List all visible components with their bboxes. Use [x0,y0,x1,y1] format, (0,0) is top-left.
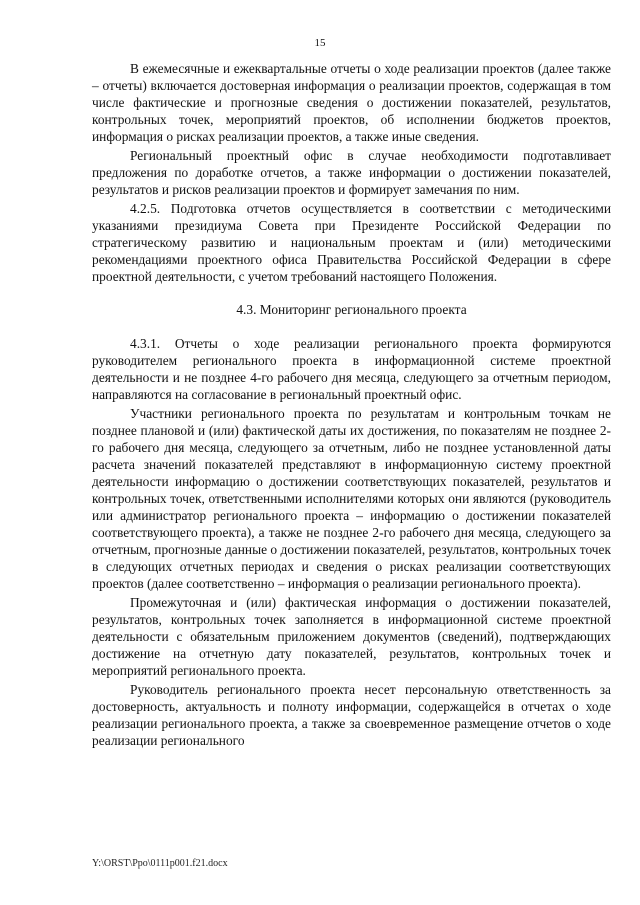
paragraph-4-3-1: 4.3.1. Отчеты о ходе реализации регионального проекта формируются руководителем регионального проекта в информационной системе проектной деятельности и не позднее 4-го рабочего дня месяца, следующего за отчетным периодом, направляются на согласование в региональный проектный офис. [92,336,611,402]
paragraph-4-2-5: 4.2.5. Подготовка отчетов осуществляется в соответствии с методическими указаниями президиума Совета при Президенте Российской Федерации по стратегическому развитию и национальным проектам и (или) методическими рекомендациями проектного офиса Правительства Российской Федерации в сфере проектной деятельности, с учетом требований настоящего Положения. [92,201,611,284]
paragraph-regional-office-proposals: Региональный проектный офис в случае необходимости подготавливает предложения по доработке отчетов, а также информации о достижении показателей, результатов и рисков реализации проектов и формирует замечания по ним. [92,148,611,197]
paragraph-interim-information: Промежуточная и (или) фактическая информация о достижении показателей, результатов, контрольных точек заполняется в информационной системе проектной деятельности с обязательным приложением документов (сведений), подтверждающих достижение на отчетную дату показателей, результатов, контрольных точек и мероприятий регионального проекта. [92,595,611,678]
section-heading: 4.3. Мониторинг регионального проекта [236,302,467,317]
footer-file-path: Y:\ORST\Ppo\0111p001.f21.docx [92,858,228,869]
paragraph-participants-reporting: Участники регионального проекта по результатам и контрольным точкам не позднее плановой и (или) фактической даты их достижения, по показателям не позднее 2-го рабочего дня месяца, следующего за отчетным, либо не позднее установленной даты расчета значений показателей представляют в информационную систему проектной деятельности информацию о достижении соответствующих показателей, результатов и контрольных точек, ответственными исполнителями которых они являются (руководитель или администратор регионального проекта – информацию о достижении показателей соответствующего проекта), а также не позднее 2-го рабочего дня месяца, следующего за отчетным, прогнозные данные о достижении показателей, результатов, контрольных точек в следующих отчетных периодах и сведения о рисках реализации соответствующих проектов (далее соответственно – информация о реализации регионального проекта). [92,406,611,591]
page-number: 15 [314,37,326,49]
paragraph-leader-responsibility: Руководитель регионального проекта несет персональную ответственность за достоверность, актуальность и полноту информации, содержащейся в отчетах о ходе реализации регионального проекта, а также за своевременное размещение отчетов о ходе реализации регионального [92,682,611,748]
paragraph-report-contents: В ежемесячные и ежеквартальные отчеты о ходе реализации проектов (далее также – отчеты) включается достоверная информация о реализации проектов, содержащая в том числе фактические и прогнозные сведения о достижении показателей, результатов, контрольных точек, мероприятий проектов, об исполнении бюджетов проектов, информация о рисках реализации проектов, а также иные сведения. [92,61,611,144]
document-body [92,60,611,749]
